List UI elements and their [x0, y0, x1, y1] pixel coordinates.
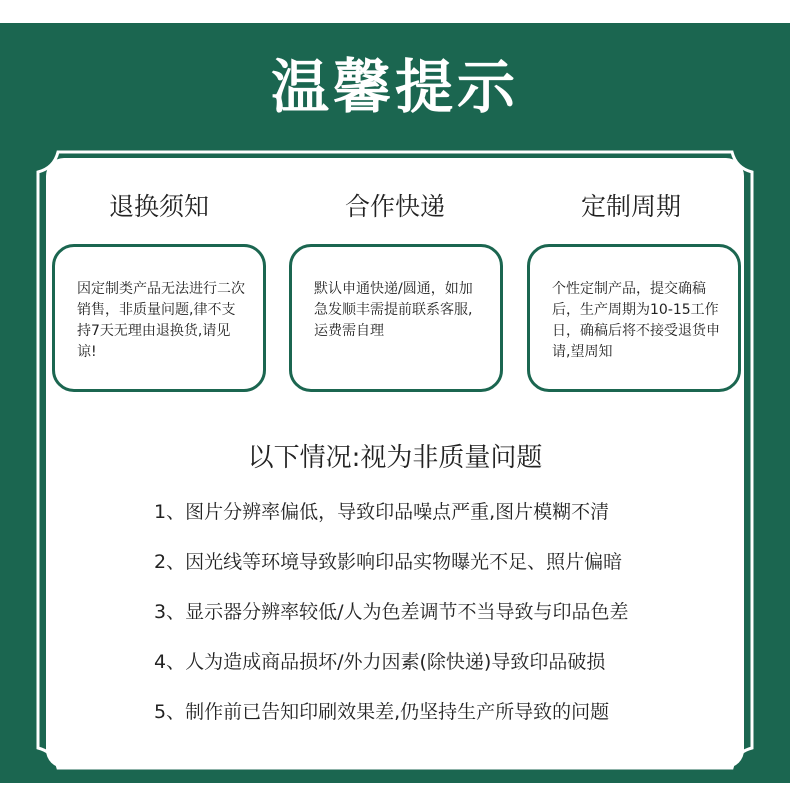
- list-item: 1、图片分辨率偏低，导致印品噪点严重,图片模糊不清: [154, 501, 610, 523]
- heading-production-cycle: 定制周期: [580, 192, 681, 221]
- courier-box: [289, 244, 503, 392]
- page-title: 温馨提示: [270, 53, 519, 121]
- courier-text: 默认申通快递/圆通，如加急发顺丰需提前联系客服,运费需自理: [314, 281, 473, 339]
- non-quality-heading: 以下情况:视为非质量问题: [247, 443, 543, 473]
- production-cycle-box: [527, 244, 741, 392]
- production-cycle-text: 个性定制产品，提交确稿后，生产周期为10-15工作日，确稿后将不接受退货申请,望周知: [552, 281, 720, 360]
- list-item: 3、显示器分辨率较低/人为色差调节不当导致与印品色差: [154, 601, 629, 623]
- list-item: 4、人为造成商品损坏/外力因素(除快递)导致印品破损: [154, 651, 606, 673]
- returns-text: 因定制类产品无法进行二次销售，非质量问题,律不支持7天无理由退换货,请见谅!: [77, 281, 245, 360]
- heading-returns: 退换须知: [108, 192, 209, 221]
- heading-courier: 合作快递: [344, 192, 445, 221]
- list-item: 2、因光线等环境导致影响印品实物曝光不足、照片偏暗: [154, 551, 623, 573]
- returns-box: [52, 244, 266, 392]
- list-item: 5、制作前已告知印刷效果差,仍坚持生产所导致的问题: [154, 701, 610, 723]
